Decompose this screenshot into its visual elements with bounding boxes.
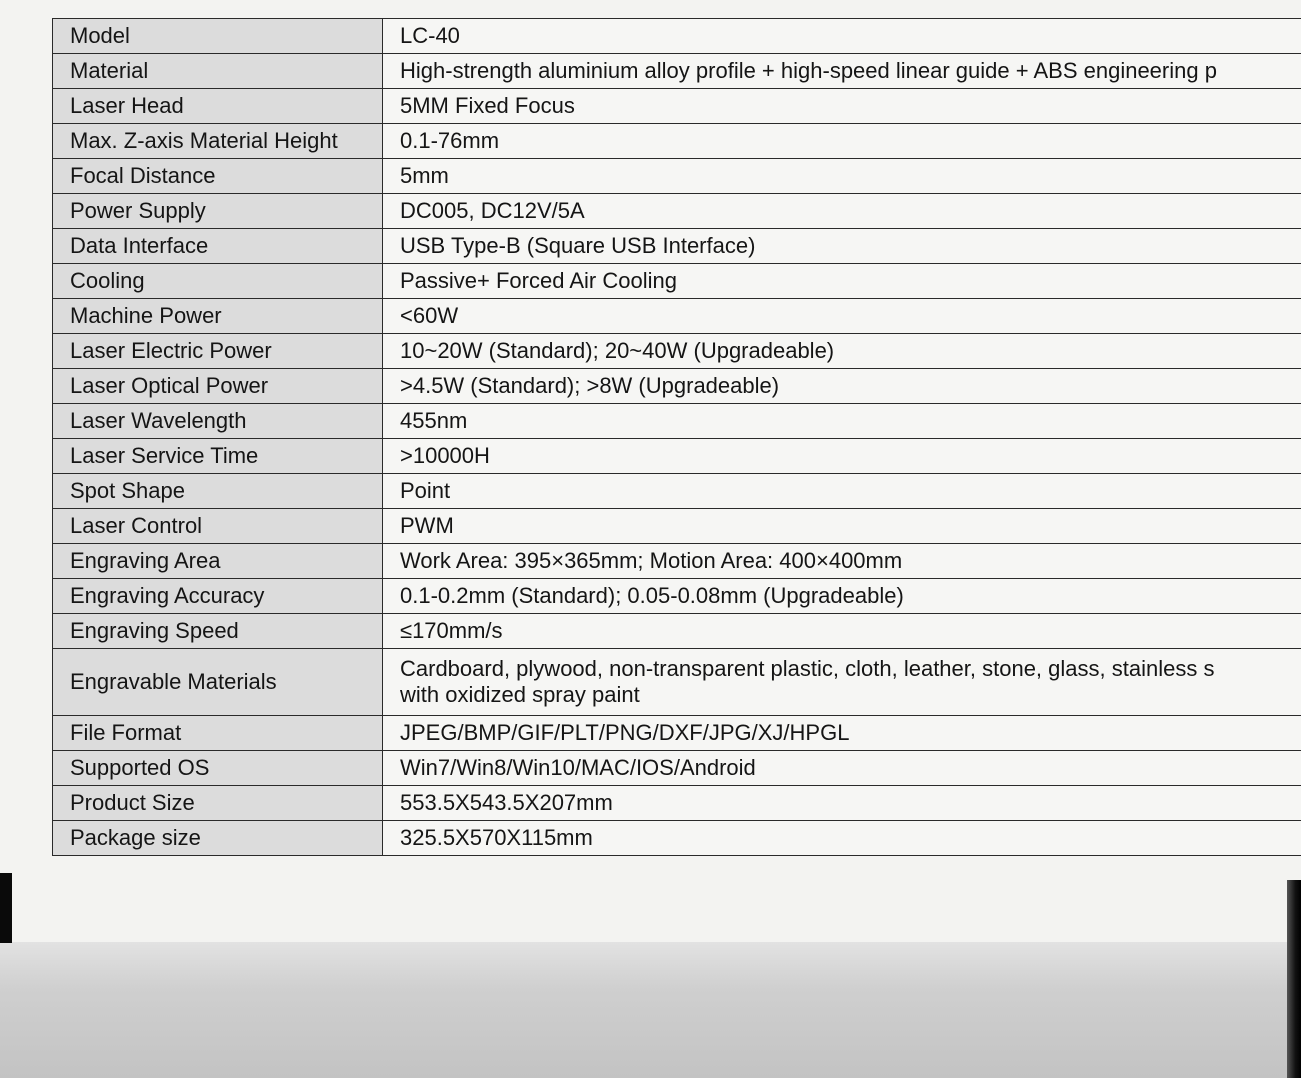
spec-row-model [53,19,1301,54]
spec-label: Package size [53,821,383,856]
spec-label: Laser Head [53,89,383,124]
spec-value: 455nm [383,404,1301,439]
spec-label: Spot Shape [53,474,383,509]
spec-label: Focal Distance [53,159,383,194]
spec-value-line: with oxidized spray paint [400,682,640,707]
spec-label: Engraving Accuracy [53,579,383,614]
spec-value: 0.1-76mm [383,124,1301,159]
page-edge-tab [0,873,12,943]
spec-value: Passive+ Forced Air Cooling [383,264,1301,299]
spec-value: Work Area: 395×365mm; Motion Area: 400×400mm [383,544,1301,579]
spec-value: High-strength aluminium alloy profile + high-speed linear guide + ABS engineering p [383,54,1301,89]
spec-value: >10000H [383,439,1301,474]
spec-row-engraving-area [53,544,1301,579]
spec-value: <60W [383,299,1301,334]
spec-row-laser-service-time [53,439,1301,474]
spec-row-laser-head [53,89,1301,124]
spec-value: LC-40 [383,19,1301,54]
spec-row-engravable-materials [53,649,1301,716]
spec-value [383,649,1301,716]
spec-row-material [53,54,1301,89]
spec-label: Laser Electric Power [53,334,383,369]
spec-value: 10~20W (Standard); 20~40W (Upgradeable) [383,334,1301,369]
spec-label: Machine Power [53,299,383,334]
spec-row-laser-optical-power [53,369,1301,404]
spec-label: Engraving Speed [53,614,383,649]
spec-label: Model [53,19,383,54]
spec-value: 0.1-0.2mm (Standard); 0.05-0.08mm (Upgradeable) [383,579,1301,614]
spec-label: Engravable Materials [53,649,383,716]
spec-row-product-size [53,786,1301,821]
spec-row-spot-shape [53,474,1301,509]
spec-label: Laser Wavelength [53,404,383,439]
spec-row-data-interface [53,229,1301,264]
spec-row-engraving-speed [53,614,1301,649]
spec-value: >4.5W (Standard); >8W (Upgradeable) [383,369,1301,404]
spec-row-focal-distance [53,159,1301,194]
spec-row-engraving-accuracy [53,579,1301,614]
spec-row-supported-os [53,751,1301,786]
spec-value: USB Type-B (Square USB Interface) [383,229,1301,264]
spec-label: Laser Optical Power [53,369,383,404]
spec-label: Product Size [53,786,383,821]
spec-label: Data Interface [53,229,383,264]
spec-value: 5MM Fixed Focus [383,89,1301,124]
spec-value: DC005, DC12V/5A [383,194,1301,229]
spec-row-laser-control [53,509,1301,544]
spec-label: Laser Service Time [53,439,383,474]
spec-row-package-size [53,821,1301,856]
spec-row-power-supply [53,194,1301,229]
spec-row-file-format [53,716,1301,751]
spec-value: 325.5X570X115mm [383,821,1301,856]
spec-label: Max. Z-axis Material Height [53,124,383,159]
spec-label: File Format [53,716,383,751]
spec-label: Laser Control [53,509,383,544]
spec-value: 5mm [383,159,1301,194]
spec-value: PWM [383,509,1301,544]
spec-value: 553.5X543.5X207mm [383,786,1301,821]
spec-label: Supported OS [53,751,383,786]
spec-label: Material [53,54,383,89]
spec-value: Win7/Win8/Win10/MAC/IOS/Android [383,751,1301,786]
spec-row-laser-electric-power [53,334,1301,369]
spec-row-machine-power [53,299,1301,334]
spec-row-cooling [53,264,1301,299]
spec-value: JPEG/BMP/GIF/PLT/PNG/DXF/JPG/XJ/HPGL [383,716,1301,751]
spec-label: Power Supply [53,194,383,229]
scan-right-edge [1287,880,1301,1078]
spec-row-max-z-height [53,124,1301,159]
spec-label: Engraving Area [53,544,383,579]
spec-row-laser-wavelength [53,404,1301,439]
scan-bottom-shadow [0,942,1301,1078]
spec-table [52,18,1301,856]
spec-value: ≤170mm/s [383,614,1301,649]
spec-value-line: Cardboard, plywood, non-transparent plastic, cloth, leather, stone, glass, stainless s [400,656,1215,681]
spec-value: Point [383,474,1301,509]
spec-label: Cooling [53,264,383,299]
